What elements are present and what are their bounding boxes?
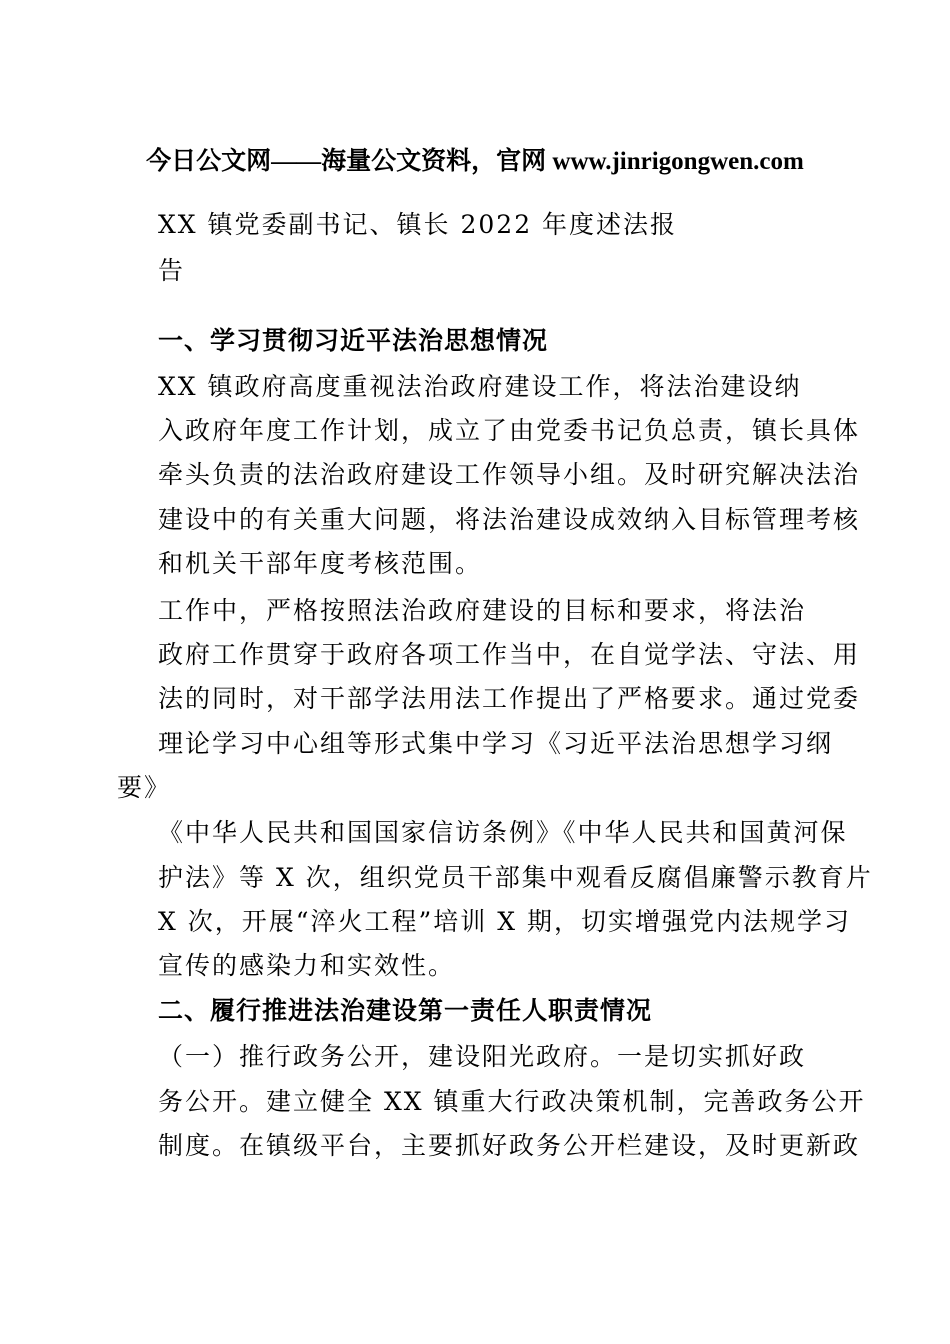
section-1-paragraph-1-line: 建设中的有关重大问题，将法治建设成效纳入目标管理考核 [158,505,861,534]
section-1-paragraph-1-line: 入政府年度工作计划，成立了由党委书记负总责，镇长具体 [158,416,861,445]
document-title-line-1: XX 镇党委副书记、镇长 2022 年度述法报 [158,210,678,239]
document-title-line-2: 告 [158,256,186,285]
section-1-paragraph-2-line: 要》 [117,773,172,802]
section-1-paragraph-2-line: 工作中，严格按照法治政府建设的目标和要求，将法治 [158,596,807,625]
section-1-paragraph-2-line: 护法》等 X 次，组织党员干部集中观看反腐倡廉警示教育片 [158,863,873,892]
section-1-paragraph-2-line: 政府工作贯穿于政府各项工作当中，在自觉学法、守法、用 [158,640,861,669]
section-1-paragraph-1-line: XX 镇政府高度重视法治政府建设工作，将法治建设纳 [158,372,802,401]
section-2-heading: 二、履行推进法治建设第一责任人职责情况 [158,996,653,1025]
section-1-paragraph-2-line: 宣传的感染力和实效性。 [158,951,456,980]
section-1-paragraph-1-line: 和机关干部年度考核范围。 [158,549,483,578]
section-1-paragraph-2-line: 法的同时，对干部学法用法工作提出了严格要求。通过党委 [158,684,861,713]
section-2-paragraph-1-line: 制度。在镇级平台，主要抓好政务公开栏建设，及时更新政 [158,1131,861,1160]
section-1-paragraph-2-line: 理论学习中心组等形式集中学习《习近平法治思想学习纲 [158,729,834,758]
section-1-paragraph-1-line: 牵头负责的法治政府建设工作领导小组。及时研究解决法治 [158,460,861,489]
section-2-paragraph-1-line: 务公开。建立健全 XX 镇重大行政决策机制，完善政务公开 [158,1087,866,1116]
section-1-paragraph-2-line: X 次，开展“淬火工程”培训 X 期，切实增强党内法规学习 [158,907,851,936]
site-banner: 今日公文网——海量公文资料，官网 www.jinrigongwen.com [146,148,804,175]
section-1-paragraph-2-line: 《中华人民共和国国家信访条例》《中华人民共和国黄河保 [158,818,848,847]
section-1-heading: 一、学习贯彻习近平法治思想情况 [158,326,549,355]
section-2-paragraph-1-line: （一）推行政务公开，建设阳光政府。一是切实抓好政 [158,1042,807,1071]
